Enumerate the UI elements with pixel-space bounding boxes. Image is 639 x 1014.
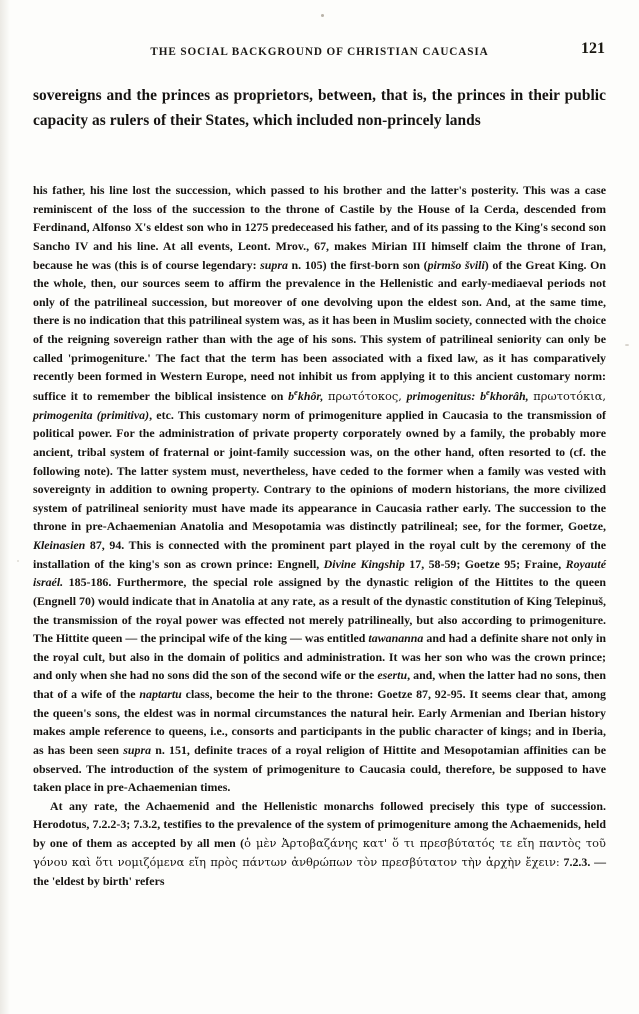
term-tawananna: tawananna <box>368 631 424 646</box>
page-number: 121 <box>581 40 605 57</box>
text-run-italic: supra <box>260 257 288 272</box>
text-run: At any rate, the Achaemenid and the Hellenistic monarchs followed precisely this type of succession. Herodotus, 7.2.2-3; 7.3.2, testifies to the prevalence of the system of primogeniture among the Achaemenids, held by one of them as accepted by all men ( <box>33 798 606 851</box>
hebrew-term-2-superscript: e <box>486 386 490 397</box>
term-naptartu: naptartu <box>139 687 182 702</box>
term-esertu: esertu <box>377 668 408 683</box>
reference-italic-4: supra <box>123 742 152 757</box>
hebrew-term-1-rest: khôr, <box>297 388 324 403</box>
text-run: 7.2.3. — the 'eldest by birth' refers <box>33 854 606 888</box>
reference-italic-2: Divine Kingship <box>323 556 405 571</box>
text-run: 87, 94. This is connected with the prominent part played in the royal cult by the ceremony of the installation of the king's son as crown prince: Engnell, <box>33 538 606 571</box>
running-head <box>0 46 639 58</box>
text-run: n. 151, definite traces of a royal religion of Hittite and Mesopotamian affinities can be observed. The introduction of the system of primogeniture to Caucasia could, therefore, be supposed to have taken place in pre-Achaemenian times. <box>33 742 606 795</box>
body-text-block <box>33 181 606 890</box>
text-run: n. 105) the first-born son ( <box>287 257 428 272</box>
text-run: his father, his line lost the succession, which passed to his brother and the latter's posterity. This was a case reminiscent of the loss of the succession to the throne of Castile by the House of la Cerda, descended from Ferdinand, Alfonso X's eldest son who in 1275 predeceased his father, and of its passing to the King's second son Sancho IV and his line. At all events, Leont. Mrov., 67, makes Mirian III himself claim the throne of Iran, because he was (this is of course legendary: <box>33 183 606 272</box>
text-run: 185-186. Furthermore, the special role assigned by the dynastic religion of the Hittites to the queen (Engnell 70) would indicate that in Anatolia at any rate, as a result of the dynastic constitution of King Telepinuš, the transmission of the royal power was effected not merely patrilineally, but also according to primogeniture. The Hittite queen — the principal wife of the king — was entitled <box>33 575 606 646</box>
text-run: , and, when the latter had no sons, then that of a wife of the <box>33 668 606 702</box>
reference-italic-3: Royauté israél. <box>33 556 606 590</box>
lead-paragraph-block <box>33 84 606 134</box>
lead-paragraph: sovereigns and the princes as proprietors, between, that is, the princes in their public capacity as rulers of their States, which included non-princely lands <box>33 87 606 129</box>
text-run: and had a definite share not only in the royal cult, but also in the domain of politics and administration. It was her son who was the crown prince; and only when she had no sons did the son of the second wife or the <box>33 631 606 683</box>
text-run: , etc. This customary norm of primogeniture applied in Caucasia to the transmission of political power. For the administration of private property corporately owned by a family, the probably more ancient, tribal system of fraternal or joint-family succession was, on the other hand, often resorted to (cf. the following note). The latter system must, nevertheless, have ceded to the former when a family was vested with sovereignty in addition to owning property. Contrary to the opinions of modern historians, the more civilized system of patrilineal seniority must have made its appearance in Caucasia rather early. The succession to the throne in pre-Achaemenian Anatolia and Mesopotamia was distinctly patrilineal; see, for the former, Goetze, <box>33 407 607 534</box>
greek-quotation: ὁ μὲν Ἀρτοβαζάνης κατ' ὅ τι πρεσβύτατός τε εἴη παντὸς τοῦ γόνου καὶ ὅτι νομιζόμενα εἴη πρὸς πάντων ἀνθρώπων τὸν πρεσβύτατον τὴν ἀρχὴν ἔχειν: <box>33 836 606 869</box>
latin-term-1: primogenitus: <box>406 388 476 403</box>
footnote-paragraph-1 <box>33 181 606 797</box>
paper-speck <box>625 344 629 346</box>
footnote-paragraph-2 <box>33 797 606 891</box>
text-run: class, become the heir to the throne: Goetze 87, 92-95. It seems clear that, among the queen's sons, the eldest was in normal circumstances the natural heir. Early Armenian and Iberian history makes ample reference to queens, i.e., consorts and participants in the public character of kings; and in Iberia, as has been seen <box>33 687 606 757</box>
hebrew-term-1-superscript: e <box>294 386 298 397</box>
paper-speck <box>17 560 19 562</box>
latin-term-2: primogenita (primitiva) <box>33 407 150 422</box>
text-run-italic: pirmšo švili <box>427 257 485 272</box>
hebrew-term-2-rest: khorâh, <box>489 388 529 403</box>
greek-term-1: πρωτότοκος, <box>328 388 402 403</box>
running-head-title: THE SOCIAL BACKGROUND OF CHRISTIAN CAUCASIA <box>150 46 489 58</box>
page-edge-shading <box>0 0 10 1014</box>
paper-speck <box>321 14 324 17</box>
greek-term-2: πρωτοτόκια, <box>533 388 607 403</box>
hebrew-term-1: b <box>288 388 295 403</box>
text-run: 17, 58-59; Goetze 95; Fraine, <box>404 556 566 571</box>
text-run: ) of the Great King. On the whole, then, our sources seem to affirm the prevalence in the Hellenistic and early-mediaeval periods not only of the patrilineal succession, but moreover of one devolving upon the eldest son. And, at the same time, there is no indication that this patrilineal system was, as it has been in Muslim society, connected with the choice of the reigning sovereign rather than with the age of his sons. This system of patrilineal seniority can only be called 'primogeniture.' The fact that the term has been associated with a fixed law, as it has comparatively recently been formed in Western Europe, need not inhibit us from applying it to this ancient customary norm: suffice it to remember the biblical insistence on <box>33 257 607 403</box>
reference-italic-1: Kleinasien <box>33 538 86 553</box>
hebrew-term-2: b <box>480 388 487 403</box>
